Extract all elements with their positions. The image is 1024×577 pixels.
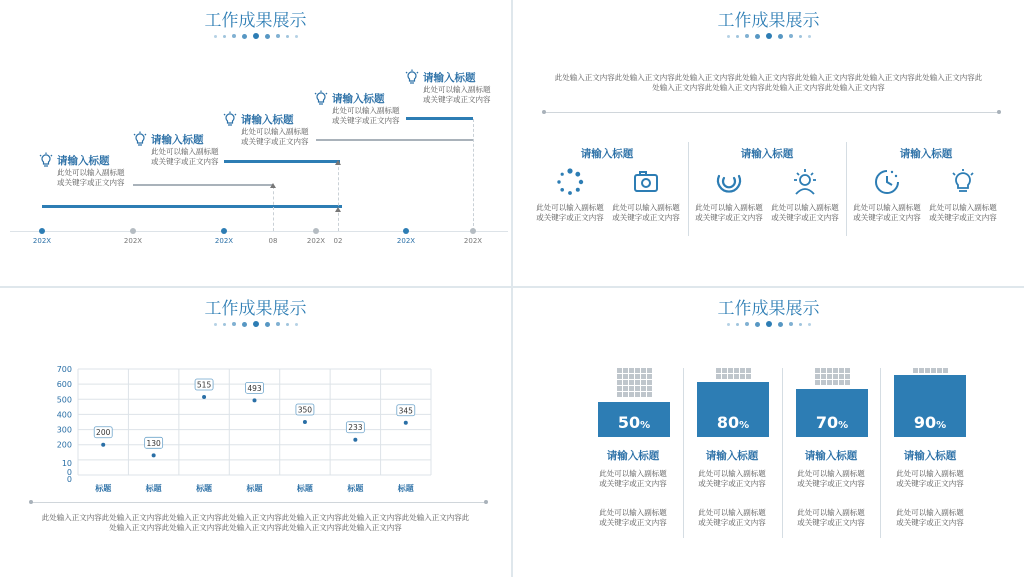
grid-square bbox=[815, 368, 820, 373]
grid-square bbox=[937, 368, 942, 373]
decor-dot bbox=[295, 35, 298, 38]
step-title: 请输入标题 bbox=[332, 93, 385, 105]
scatter-chart bbox=[0, 288, 511, 503]
y-tick-label: 200 bbox=[56, 440, 72, 450]
step-desc: 此处可以输入副标题或关键字或正文内容 bbox=[151, 147, 219, 166]
title-dots-decoration bbox=[0, 33, 511, 39]
grid-square bbox=[833, 368, 838, 373]
axis-label: 02 bbox=[333, 237, 343, 245]
progress-title: 请输入标题 bbox=[804, 450, 858, 462]
grid-square bbox=[931, 368, 936, 373]
grid-square bbox=[629, 392, 634, 397]
grid-square bbox=[746, 368, 751, 373]
dashed-guide bbox=[473, 119, 474, 231]
grid-square bbox=[641, 392, 646, 397]
grid-square bbox=[833, 380, 838, 385]
step-desc: 此处可以输入副标题或关键字或正文内容 bbox=[57, 168, 125, 187]
decor-dot bbox=[736, 35, 739, 38]
column-divider bbox=[846, 142, 847, 236]
slide-title: 工作成果展示 bbox=[204, 299, 307, 319]
data-label: 200 bbox=[96, 428, 111, 438]
progress-desc: 此处可以输入副标题或关键字或正文内容 bbox=[797, 508, 865, 527]
progress-value bbox=[894, 413, 966, 432]
axis-dot bbox=[39, 228, 45, 234]
data-point bbox=[404, 421, 408, 425]
features-slide bbox=[513, 0, 1024, 286]
step-title: 请输入标题 bbox=[151, 134, 204, 146]
grid-square bbox=[815, 374, 820, 379]
grid-square bbox=[617, 380, 622, 385]
decor-dot bbox=[223, 35, 226, 38]
progress-value bbox=[598, 413, 670, 432]
lightbulb-icon bbox=[132, 131, 148, 147]
grid-square bbox=[734, 374, 739, 379]
grid-square bbox=[635, 386, 640, 391]
grid-square bbox=[623, 368, 628, 373]
x-tick-label: 标题 bbox=[145, 484, 162, 493]
data-label: 350 bbox=[297, 405, 313, 415]
decor-dot bbox=[755, 34, 760, 39]
data-point bbox=[101, 443, 105, 447]
dashed-guide bbox=[273, 186, 274, 231]
grid-square bbox=[629, 374, 634, 379]
slide-title: 工作成果展示 bbox=[717, 11, 820, 31]
step-desc: 此处可以输入副标题或关键字或正文内容 bbox=[241, 127, 309, 146]
grid-square bbox=[629, 380, 634, 385]
decor-dot bbox=[265, 34, 270, 39]
lightbulb-icon bbox=[313, 90, 329, 106]
grid-square bbox=[913, 368, 918, 373]
grid-square bbox=[641, 374, 646, 379]
y-tick-label: 600 bbox=[56, 380, 72, 390]
column-divider bbox=[782, 368, 783, 538]
progress-desc: 此处可以输入副标题或关键字或正文内容 bbox=[896, 469, 964, 488]
grid-square bbox=[740, 374, 745, 379]
item-desc: 此处可以输入副标题或关键字或正文内容 bbox=[695, 203, 763, 222]
progress-title: 请输入标题 bbox=[903, 450, 957, 462]
grid-square bbox=[815, 380, 820, 385]
dashed-guide bbox=[338, 162, 339, 231]
grid-square bbox=[845, 368, 850, 373]
grid-square bbox=[623, 392, 628, 397]
grid-square bbox=[623, 386, 628, 391]
axis-label: 202X bbox=[306, 237, 326, 245]
grid-square bbox=[623, 380, 628, 385]
axis-dot bbox=[313, 228, 319, 234]
decor-dot bbox=[214, 35, 217, 38]
progress-desc: 此处可以输入副标题或关键字或正文内容 bbox=[599, 469, 667, 488]
column-divider bbox=[683, 368, 684, 538]
grid-square bbox=[635, 392, 640, 397]
axis-dot bbox=[403, 228, 409, 234]
chart-slide bbox=[0, 288, 511, 577]
grid-square bbox=[635, 374, 640, 379]
data-label: 345 bbox=[398, 406, 413, 416]
y-tick-label: 0 bbox=[66, 475, 72, 484]
timeline-axis bbox=[10, 231, 508, 232]
decor-dot bbox=[286, 35, 289, 38]
divider-dot bbox=[997, 110, 1001, 114]
timeline-bar-2 bbox=[133, 184, 273, 186]
grid-square bbox=[647, 380, 652, 385]
decor-dot bbox=[808, 35, 811, 38]
decor-dot bbox=[778, 322, 783, 327]
grid-square bbox=[839, 380, 844, 385]
decor-dot bbox=[789, 322, 793, 326]
progress-unit: % bbox=[936, 420, 947, 431]
data-point bbox=[253, 398, 257, 402]
title-dots-decoration bbox=[513, 321, 1024, 327]
item-desc: 此处可以输入副标题或关键字或正文内容 bbox=[853, 203, 921, 222]
y-tick-label: 400 bbox=[56, 410, 72, 420]
decor-dot bbox=[766, 33, 772, 39]
progress-number: 70 bbox=[815, 413, 839, 432]
step-title: 请输入标题 bbox=[241, 114, 294, 126]
grid-square bbox=[629, 386, 634, 391]
divider-dot bbox=[29, 500, 33, 504]
grid-square bbox=[943, 368, 948, 373]
decor-dot bbox=[253, 33, 259, 39]
triangle-marker bbox=[335, 160, 341, 165]
slide-title: 工作成果展示 bbox=[717, 299, 820, 319]
axis-dot bbox=[470, 228, 476, 234]
data-point bbox=[202, 395, 206, 399]
category-title: 请输入标题 bbox=[740, 148, 794, 160]
timeline-bar-4 bbox=[316, 139, 473, 141]
y-tick-label: 500 bbox=[56, 395, 72, 405]
item-desc: 此处可以输入副标题或关键字或正文内容 bbox=[771, 203, 839, 222]
divider bbox=[30, 502, 486, 503]
grid-square bbox=[746, 374, 751, 379]
step-title: 请输入标题 bbox=[57, 155, 110, 167]
axis-label: 202X bbox=[396, 237, 416, 245]
grid-square bbox=[728, 368, 733, 373]
grid-square bbox=[722, 368, 727, 373]
axis-label: 202X bbox=[463, 237, 483, 245]
y-tick-label: 0 bbox=[66, 468, 72, 477]
divider bbox=[543, 112, 999, 113]
step-desc: 此处可以输入副标题或关键字或正文内容 bbox=[423, 85, 491, 104]
decor-dot bbox=[276, 34, 280, 38]
x-tick-label: 标题 bbox=[95, 484, 112, 493]
progress-title: 请输入标题 bbox=[705, 450, 759, 462]
decor-dot bbox=[232, 34, 236, 38]
timeline-bar-3 bbox=[224, 160, 340, 163]
swirl-icon bbox=[715, 168, 743, 196]
timeline-bar-1 bbox=[42, 205, 342, 208]
grid-square bbox=[722, 374, 727, 379]
progress-unit: % bbox=[838, 420, 849, 431]
grid-square bbox=[617, 374, 622, 379]
grid-square bbox=[845, 374, 850, 379]
grid-square bbox=[641, 386, 646, 391]
axis-label: 202X bbox=[214, 237, 234, 245]
data-point bbox=[303, 420, 307, 424]
intro-text: 此处输入正文内容此处输入正文内容此处输入正文内容此处输入正文内容此处输入正文内容此处输入正文内容此处输入正文内容此处输入正文内容此处输入正文内容此处输入正文内容此处输入正文内容 bbox=[554, 73, 983, 92]
loading-dots-icon bbox=[556, 168, 584, 196]
data-point bbox=[152, 453, 156, 457]
decor-dot bbox=[778, 34, 783, 39]
grid-square bbox=[716, 374, 721, 379]
decor-dot bbox=[766, 321, 772, 327]
progress-desc: 此处可以输入副标题或关键字或正文内容 bbox=[797, 469, 865, 488]
data-point bbox=[353, 438, 357, 442]
decor-dot bbox=[808, 323, 811, 326]
progress-slide bbox=[513, 288, 1024, 577]
grid-square bbox=[821, 368, 826, 373]
lightbulb-icon bbox=[38, 152, 54, 168]
column-divider bbox=[688, 142, 689, 236]
timeline-slide bbox=[0, 0, 511, 286]
grid-square bbox=[635, 380, 640, 385]
decor-dot bbox=[242, 34, 247, 39]
item-desc: 此处可以输入副标题或关键字或正文内容 bbox=[929, 203, 997, 222]
grid-square bbox=[641, 380, 646, 385]
x-tick-label: 标题 bbox=[347, 484, 364, 493]
progress-number: 50 bbox=[617, 413, 641, 432]
data-label: 515 bbox=[196, 380, 212, 390]
y-tick-label: 300 bbox=[56, 425, 72, 435]
axis-label: 202X bbox=[123, 237, 143, 245]
decor-dot bbox=[727, 323, 730, 326]
grid-square bbox=[617, 368, 622, 373]
grid-square bbox=[827, 368, 832, 373]
category-title: 请输入标题 bbox=[899, 148, 953, 160]
axis-dot bbox=[130, 228, 136, 234]
y-tick-label: 10 bbox=[61, 458, 72, 468]
decor-dot bbox=[727, 35, 730, 38]
decor-dot bbox=[745, 322, 749, 326]
title-dots-decoration bbox=[513, 33, 1024, 39]
grid-square bbox=[629, 368, 634, 373]
progress-number: 90 bbox=[913, 413, 937, 432]
decor-dot bbox=[799, 323, 802, 326]
grid-square bbox=[647, 368, 652, 373]
decor-dot bbox=[745, 34, 749, 38]
x-tick-label: 标题 bbox=[296, 484, 313, 493]
divider-dot bbox=[542, 110, 546, 114]
axis-dot bbox=[221, 228, 227, 234]
category-title: 请输入标题 bbox=[580, 148, 634, 160]
grid-square bbox=[919, 368, 924, 373]
lightbulb-icon bbox=[949, 168, 977, 196]
step-title: 请输入标题 bbox=[423, 72, 476, 84]
camera-icon bbox=[632, 168, 660, 196]
grid-square bbox=[617, 392, 622, 397]
decor-dot bbox=[789, 34, 793, 38]
grid-square bbox=[647, 392, 652, 397]
grid-square bbox=[839, 374, 844, 379]
clock-icon bbox=[873, 168, 901, 196]
column-divider bbox=[880, 368, 881, 538]
grid-square bbox=[821, 380, 826, 385]
grid-square bbox=[845, 380, 850, 385]
progress-value bbox=[796, 413, 868, 432]
grid-square bbox=[647, 386, 652, 391]
decor-dot bbox=[736, 323, 739, 326]
progress-unit: % bbox=[640, 420, 651, 431]
axis-label: 202X bbox=[32, 237, 52, 245]
progress-desc: 此处可以输入副标题或关键字或正文内容 bbox=[698, 508, 766, 527]
progress-unit: % bbox=[739, 420, 750, 431]
item-desc: 此处可以输入副标题或关键字或正文内容 bbox=[536, 203, 604, 222]
grid-square bbox=[821, 374, 826, 379]
step-desc: 此处可以输入副标题或关键字或正文内容 bbox=[332, 106, 400, 125]
grid-square bbox=[833, 374, 838, 379]
decor-dot bbox=[755, 322, 760, 327]
data-label: 233 bbox=[348, 423, 363, 433]
grid-square bbox=[839, 368, 844, 373]
slide-title: 工作成果展示 bbox=[204, 11, 307, 31]
progress-desc: 此处可以输入副标题或关键字或正文内容 bbox=[896, 508, 964, 527]
grid-square bbox=[734, 368, 739, 373]
decor-dot bbox=[799, 35, 802, 38]
progress-desc: 此处可以输入副标题或关键字或正文内容 bbox=[599, 508, 667, 527]
progress-title: 请输入标题 bbox=[606, 450, 660, 462]
grid-square bbox=[925, 368, 930, 373]
grid-square bbox=[623, 374, 628, 379]
item-desc: 此处可以输入副标题或关键字或正文内容 bbox=[612, 203, 680, 222]
grid-square bbox=[716, 368, 721, 373]
grid-square bbox=[827, 374, 832, 379]
grid-square bbox=[635, 368, 640, 373]
grid-square bbox=[728, 374, 733, 379]
grid-square bbox=[641, 368, 646, 373]
timeline-bar-5 bbox=[406, 117, 473, 120]
progress-number: 80 bbox=[716, 413, 740, 432]
user-sun-icon bbox=[791, 168, 819, 196]
x-tick-label: 标题 bbox=[196, 484, 213, 493]
axis-label: 08 bbox=[268, 237, 278, 245]
grid-square bbox=[647, 374, 652, 379]
chart-caption: 此处输入正文内容此处输入正文内容此处输入正文内容此处输入正文内容此处输入正文内容此处输入正文内容此处输入正文内容此处输入正文内容此处输入正文内容此处输入正文内容此处输入正文内容此处输入正文内容 bbox=[41, 513, 470, 532]
progress-desc: 此处可以输入副标题或关键字或正文内容 bbox=[698, 469, 766, 488]
x-tick-label: 标题 bbox=[397, 484, 414, 493]
grid-square bbox=[740, 368, 745, 373]
divider-dot bbox=[484, 500, 488, 504]
grid-square bbox=[827, 380, 832, 385]
triangle-marker bbox=[335, 207, 341, 212]
progress-value bbox=[697, 413, 769, 432]
grid-square bbox=[617, 386, 622, 391]
y-tick-label: 700 bbox=[56, 365, 72, 374]
data-label: 493 bbox=[247, 383, 262, 393]
x-tick-label: 标题 bbox=[246, 484, 263, 493]
data-label: 130 bbox=[146, 438, 161, 448]
triangle-marker bbox=[270, 183, 276, 188]
lightbulb-icon bbox=[404, 69, 420, 85]
lightbulb-icon bbox=[222, 111, 238, 127]
